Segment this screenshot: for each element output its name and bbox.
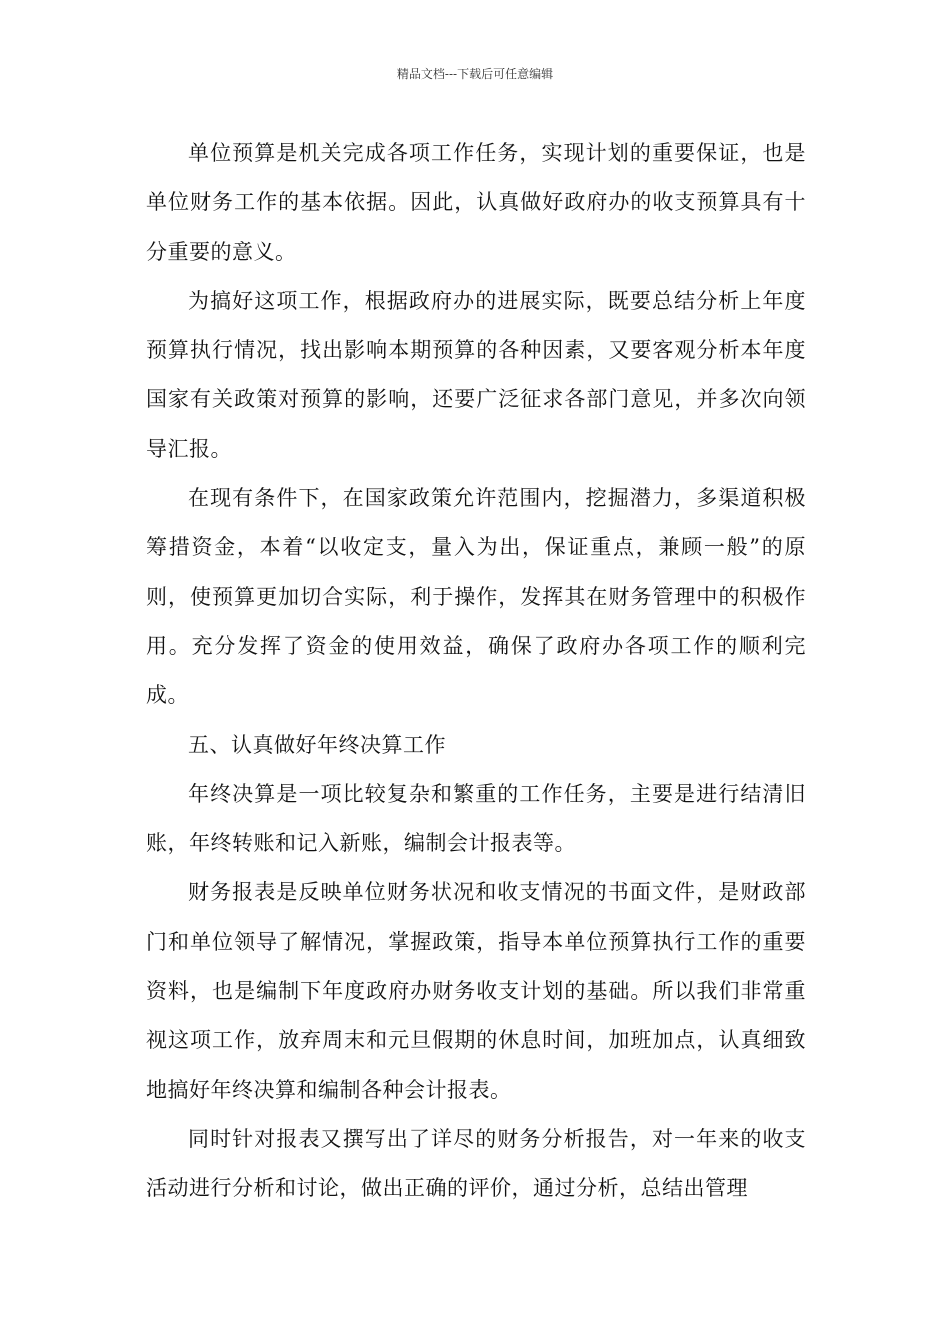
paragraph-financial-analysis: 同时针对报表又撰写出了详尽的财务分析报告，对一年来的收支活动进行分析和讨论，做出正确的评价，通过分析，总结出管理	[146, 1126, 806, 1201]
paragraph-budget-preparation: 为搞好这项工作，根据政府办的进展实际，既要总结分析上年度预算执行情况，找出影响本期预算的各种因素，又要客观分析本年度国家有关政策对预算的影响，还要广泛征求各部门意见，并多次向领导汇报。	[146, 288, 806, 461]
paragraph-final-accounts: 年终决算是一项比较复杂和繁重的工作任务，主要是进行结清旧账，年终转账和记入新账，编制会计报表等。	[146, 781, 806, 856]
document-body	[146, 129, 806, 1214]
paragraph-budget-importance: 单位预算是机关完成各项工作任务，实现计划的重要保证，也是单位财务工作的基本依据。因此，认真做好政府办的收支预算具有十分重要的意义。	[146, 141, 806, 264]
section-heading-final-accounts: 五、认真做好年终决算工作	[188, 732, 446, 757]
paragraph-budget-principles: 在现有条件下，在国家政策允许范围内，挖掘潜力，多渠道积极筹措资金，本着“以收定支，量入为出，保证重点，兼顾一般”的原则，使预算更加切合实际，利于操作，发挥其在财务管理中的积极作用。充分发挥了资金的使用效益，确保了政府办各项工作的顺利完成。	[146, 486, 806, 708]
page-header: 精品文档---下载后可任意编辑	[396, 67, 554, 81]
paragraph-financial-statements: 财务报表是反映单位财务状况和收支情况的书面文件，是财政部门和单位领导了解情况，掌握政策，指导本单位预算执行工作的重要资料，也是编制下年度政府办财务收支计划的基础。所以我们非常重视这项工作，放弃周末和元旦假期的休息时间，加班加点，认真细致地搞好年终决算和编制各种会计报表。	[146, 880, 806, 1102]
